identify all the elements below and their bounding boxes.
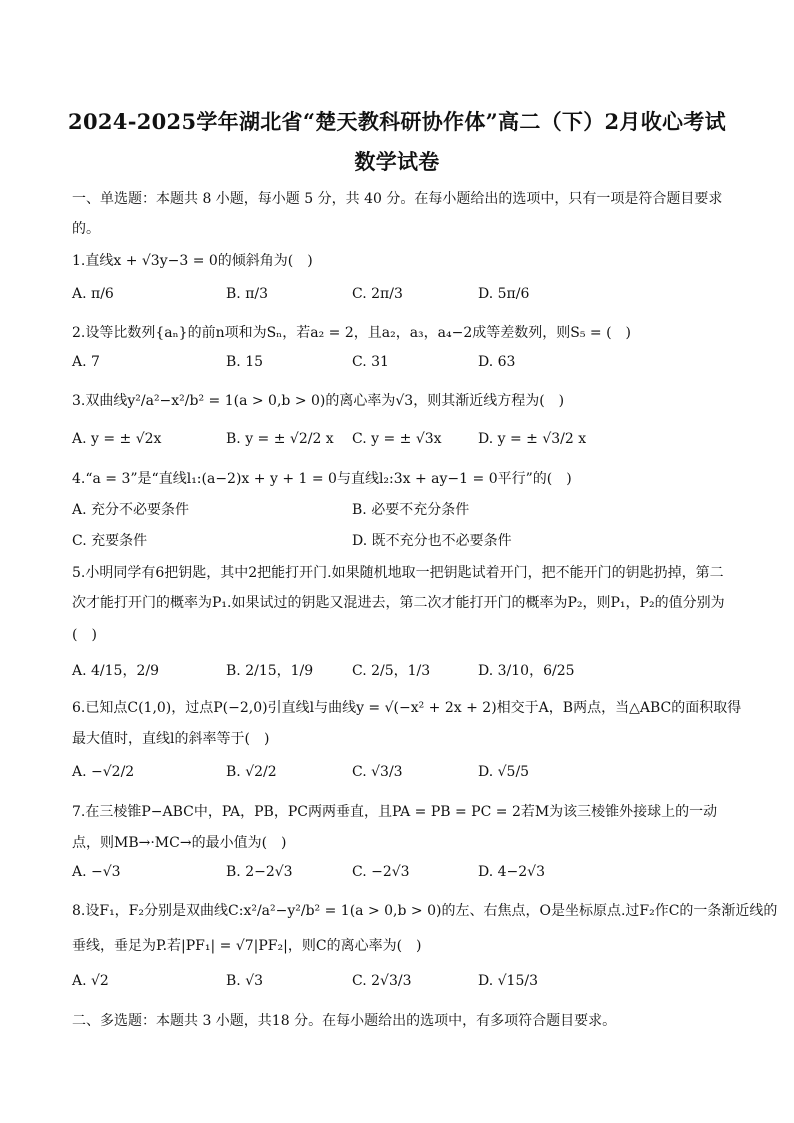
q4-option-d: D. 既不充分也不必要条件 [352, 533, 512, 549]
q7-option-a: A. −√3 [72, 864, 121, 880]
q3-option-d: D. y = ± √3/2 x [478, 431, 587, 447]
q1-option-c: C. 2π/3 [352, 286, 403, 302]
q5-option-a: A. 4/15，2/9 [72, 663, 159, 679]
q5-option-b: B. 2/15，1/9 [226, 663, 314, 679]
q4-option-c: C. 充要条件 [72, 533, 148, 549]
q2-option-b: B. 15 [226, 354, 264, 370]
q5-option-c: C. 2/5，1/3 [352, 663, 431, 679]
q4-option-b: B. 必要不充分条件 [352, 502, 470, 518]
q6-option-b: B. √2/2 [226, 764, 277, 780]
q3-option-a: A. y = ± √2x [72, 431, 162, 447]
question-2-stem: 2.设等比数列{aₙ}的前n项和为Sₙ，若a₂ = 2，且a₂，a₃，a₄−2成等差数列，则S₅ = ( ) [72, 325, 632, 341]
question-6-stem-line2: 最大值时，直线l的斜率等于( ) [72, 731, 270, 747]
q2-option-d: D. 63 [478, 354, 516, 370]
section1-header: 一、单选题：本题共 8 小题，每小题 5 分，共 40 分。在每小题给出的选项中，只有一项是符合题目要求 [72, 191, 723, 207]
q8-option-d: D. √15/3 [478, 973, 538, 989]
question-7-stem-line2: 点，则MB→·MC→的最小值为( ) [72, 835, 287, 851]
q2-option-a: A. 7 [72, 354, 100, 370]
q8-option-b: B. √3 [226, 973, 264, 989]
q7-option-b: B. 2−2√3 [226, 864, 293, 880]
q7-option-c: C. −2√3 [352, 864, 410, 880]
q6-option-c: C. √3/3 [352, 764, 403, 780]
q2-option-c: C. 31 [352, 354, 389, 370]
question-5-stem-line3: ( ) [72, 627, 97, 643]
question-5-stem-line1: 5.小明同学有6把钥匙，其中2把能打开门.如果随机地取一把钥匙试着开门，把不能开门的钥匙扔掉，第二 [72, 565, 724, 581]
q1-option-d: D. 5π/6 [478, 286, 530, 302]
q1-option-a: A. π/6 [72, 286, 114, 302]
q8-option-a: A. √2 [72, 973, 109, 989]
question-7-stem-line1: 7.在三棱锥P−ABC中，PA，PB，PC两两垂直，且PA = PB = PC = 2若M为该三棱锥外接球上的一动 [72, 804, 718, 820]
q3-option-b: B. y = ± √2/2 x [226, 431, 334, 447]
q6-option-a: A. −√2/2 [72, 764, 135, 780]
q8-option-c: C. 2√3/3 [352, 973, 412, 989]
exam-title-line2: 数学试卷 [354, 149, 440, 174]
q1-option-b: B. π/3 [226, 286, 269, 302]
q6-option-d: D. √5/5 [478, 764, 530, 780]
q4-option-a: A. 充分不必要条件 [72, 502, 190, 518]
question-8-stem-line2: 垂线，垂足为P.若|PF₁| = √7|PF₂|，则C的离心率为( ) [72, 938, 422, 954]
q3-option-c: C. y = ± √3x [352, 431, 442, 447]
question-4-stem: 4.“a = 3”是“直线l₁:(a−2)x + y + 1 = 0与直线l₂:3x + ay−1 = 0平行”的( ) [72, 471, 572, 487]
section2-header: 二、多选题：本题共 3 小题，共18 分。在每小题给出的选项中，有多项符合题目要求。 [72, 1013, 617, 1029]
question-5-stem-line2: 次才能打开门的概率为P₁.如果试过的钥匙又混进去，第二次才能打开门的概率为P₂，则P₁，P₂的值分别为 [72, 595, 725, 611]
q7-option-d: D. 4−2√3 [478, 864, 545, 880]
question-6-stem-line1: 6.已知点C(1,0)，过点P(−2,0)引直线l与曲线y = √(−x² + 2x + 2)相交于A，B两点，当△ABC的面积取得 [72, 700, 742, 716]
question-1-stem: 1.直线x + √3y−3 = 0的倾斜角为( ) [72, 253, 313, 269]
q5-option-d: D. 3/10，6/25 [478, 663, 575, 679]
exam-title-line1: 2024-2025学年湖北省“楚天教科研协作体”高二（下）2月收心考试 [68, 109, 726, 134]
question-3-stem: 3.双曲线y²/a²−x²/b² = 1(a > 0,b > 0)的离心率为√3，则其渐近线方程为( ) [72, 393, 565, 409]
question-8-stem-line1: 8.设F₁，F₂分别是双曲线C:x²/a²−y²/b² = 1(a > 0,b > 0)的左、右焦点，O是坐标原点.过F₂作C的一条渐近线的 [72, 903, 778, 919]
section1-header-cont: 的。 [72, 221, 100, 237]
